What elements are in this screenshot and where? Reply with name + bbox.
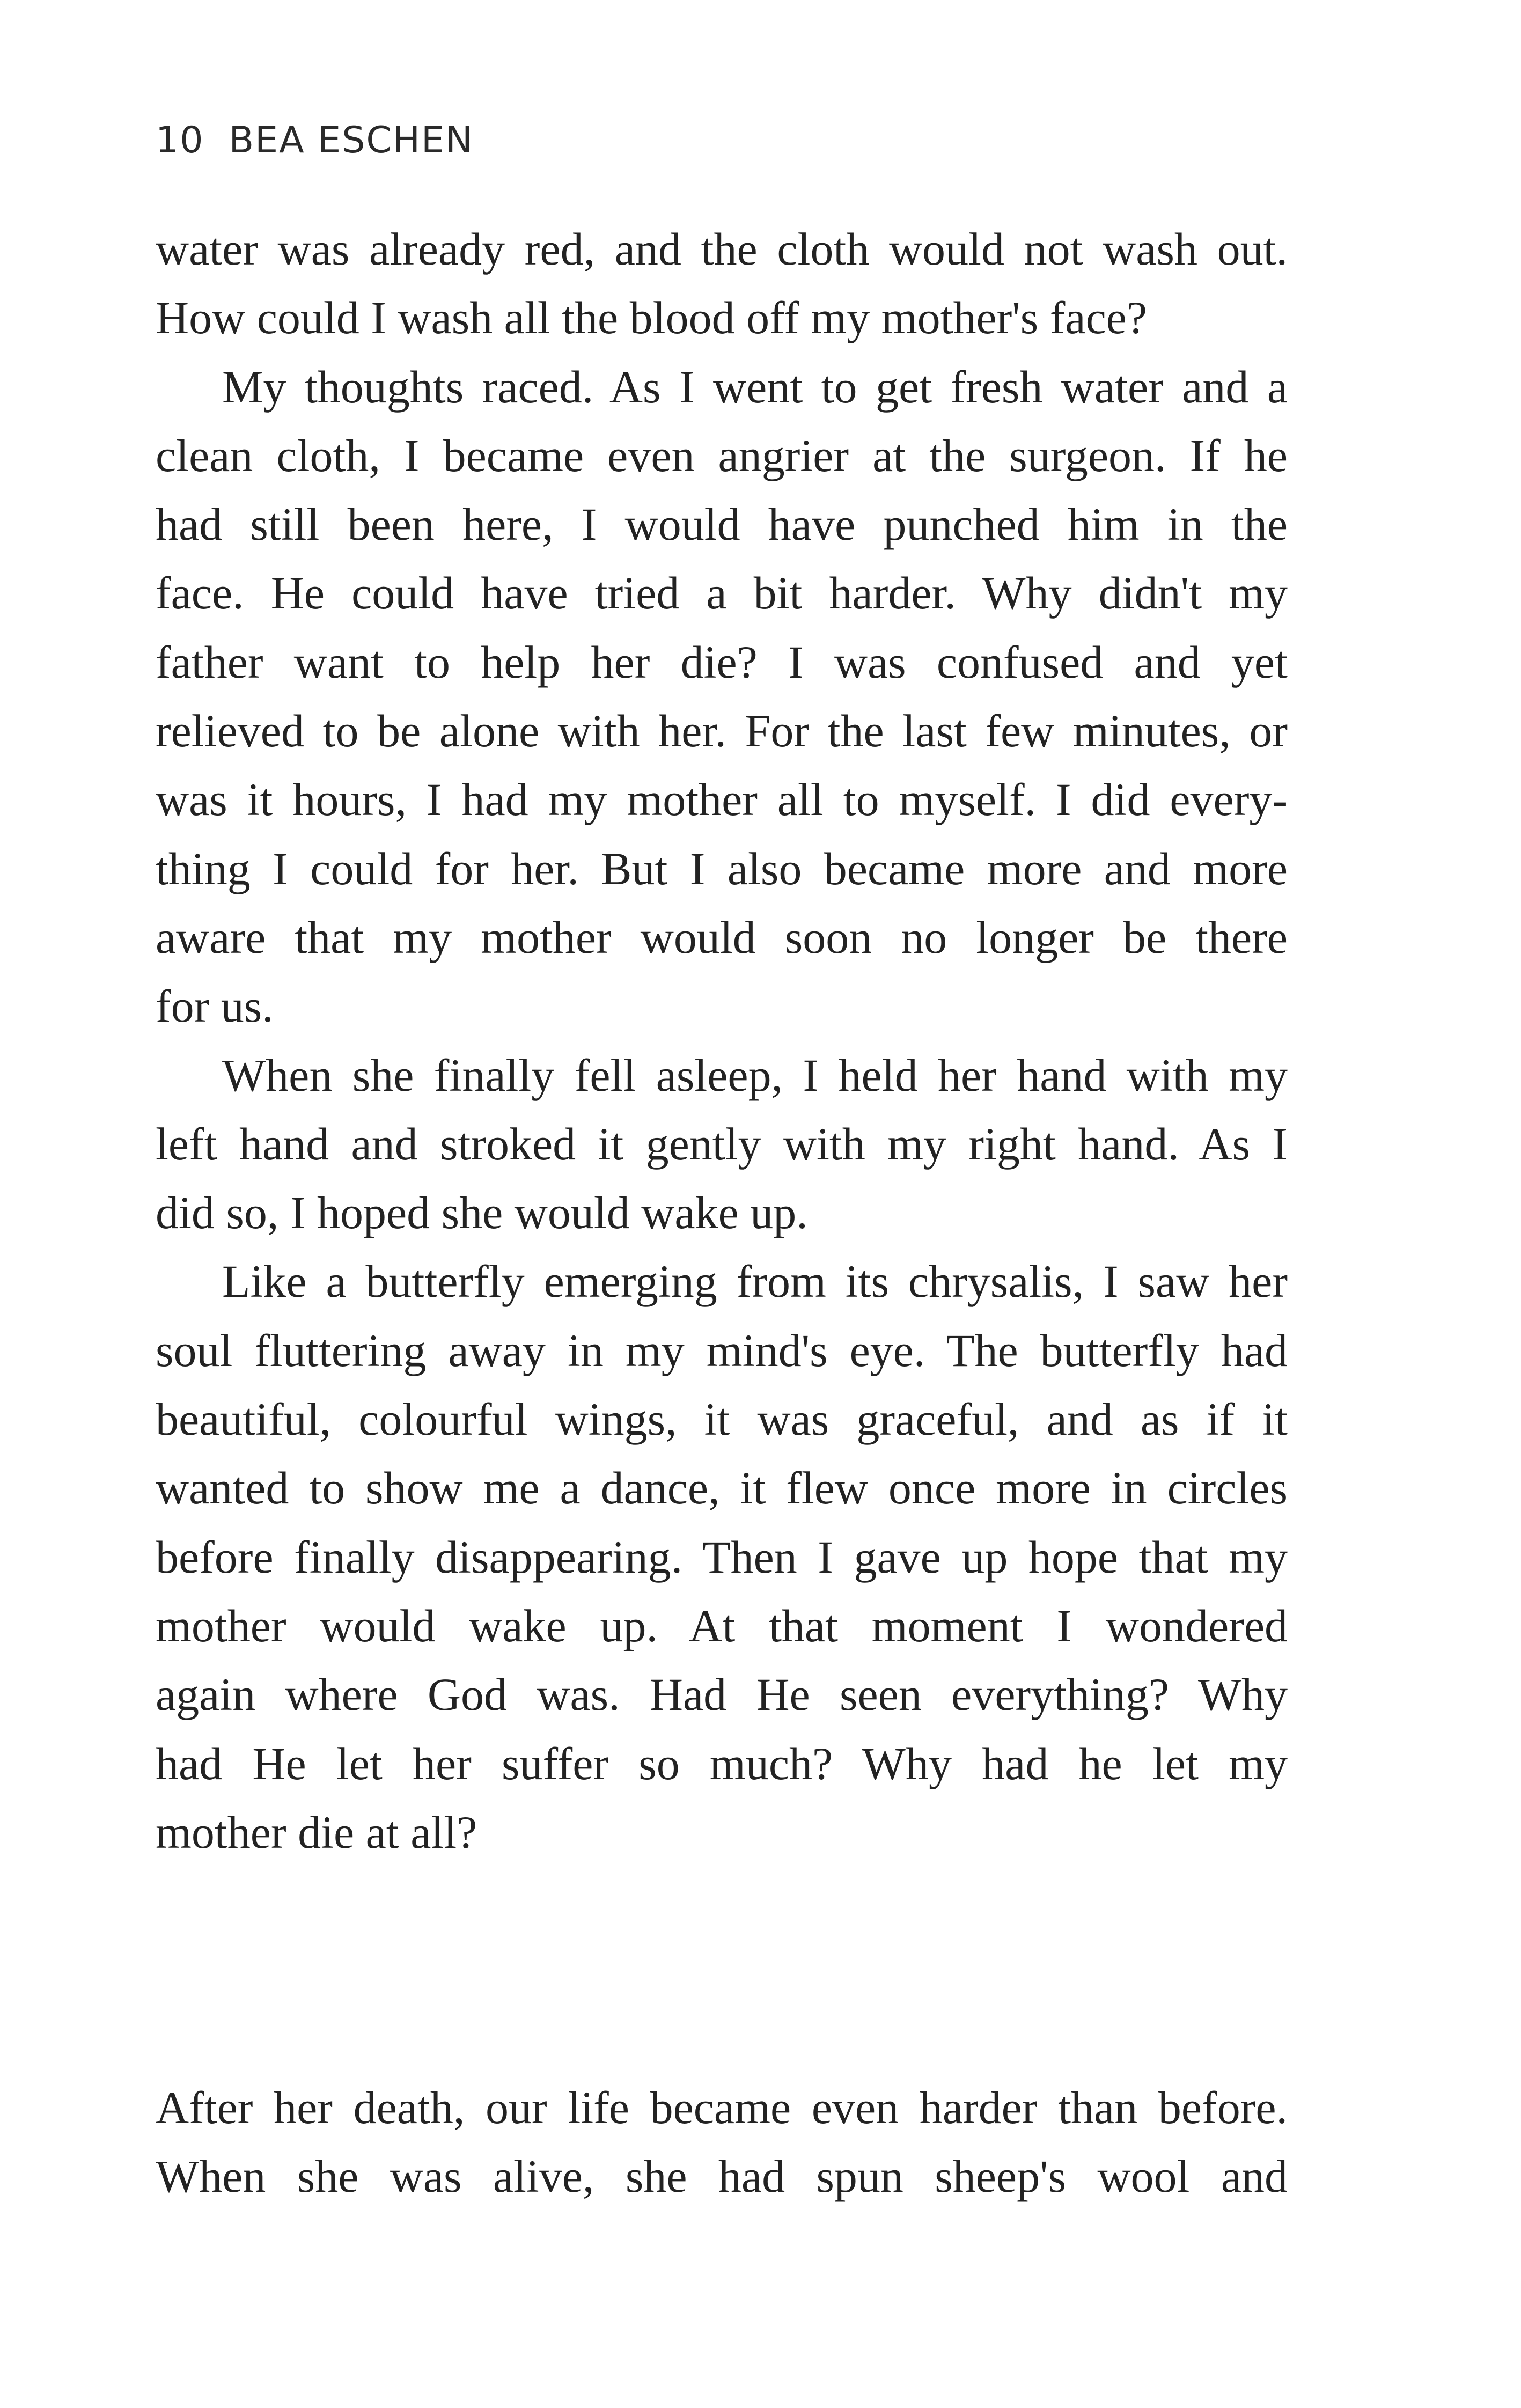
text-line: How could I wash all the blood off my mother's face? bbox=[156, 292, 1148, 344]
paragraph-first-line: When she finally fell asleep, I held her hand with my bbox=[222, 1049, 1288, 1101]
text-line: had still been here, I would have punched him in the bbox=[156, 498, 1288, 550]
body-text bbox=[156, 215, 1288, 2211]
text-line: water was already red, and the cloth would not wash out. bbox=[156, 223, 1288, 275]
section-break bbox=[156, 1867, 1288, 2073]
paragraph-first-line: My thoughts raced. As I went to get fresh water and a bbox=[222, 361, 1288, 413]
text-line: for us. bbox=[156, 980, 274, 1032]
text-line: soul fluttering away in my mind's eye. The butterfly had bbox=[156, 1324, 1288, 1376]
text-line: again where God was. Had He seen everything? Why bbox=[156, 1669, 1288, 1721]
text-line: left hand and stroked it gently with my right hand. As I bbox=[156, 1118, 1288, 1170]
text-line: face. He could have tried a bit harder. Why didn't my bbox=[156, 567, 1288, 619]
text-line: When she was alive, she had spun sheep's wool and bbox=[156, 2150, 1288, 2203]
text-line: beautiful, colourful wings, it was graceful, and as if it bbox=[156, 1393, 1288, 1445]
section-first-line: After her death, our life became even harder than before. bbox=[156, 2082, 1288, 2134]
text-line: relieved to be alone with her. For the last few minutes, or bbox=[156, 705, 1288, 757]
text-line: thing I could for her. But I also became more and more bbox=[156, 842, 1288, 894]
text-line: wanted to show me a dance, it flew once more in circles bbox=[156, 1462, 1288, 1514]
author-name: BEA ESCHEN bbox=[229, 119, 474, 161]
running-head bbox=[156, 119, 474, 161]
text-line: did so, I hoped she would wake up. bbox=[156, 1187, 808, 1239]
paragraph-first-line: Like a butterfly emerging from its chrysalis, I saw her bbox=[222, 1256, 1288, 1308]
text-line: aware that my mother would soon no longer be there bbox=[156, 911, 1288, 963]
text-line: was it hours, I had my mother all to myself. I did every- bbox=[156, 774, 1288, 826]
text-line: had He let her suffer so much? Why had he let my bbox=[156, 1737, 1288, 1789]
text-line: clean cloth, I became even angrier at the surgeon. If he bbox=[156, 429, 1288, 481]
text-line: mother die at all? bbox=[156, 1806, 477, 1858]
text-line: mother would wake up. At that moment I wondered bbox=[156, 1599, 1288, 1651]
page-number: 10 bbox=[156, 119, 204, 161]
text-line: father want to help her die? I was confused and yet bbox=[156, 636, 1288, 688]
text-line: before finally disappearing. Then I gave up hope that my bbox=[156, 1531, 1288, 1583]
